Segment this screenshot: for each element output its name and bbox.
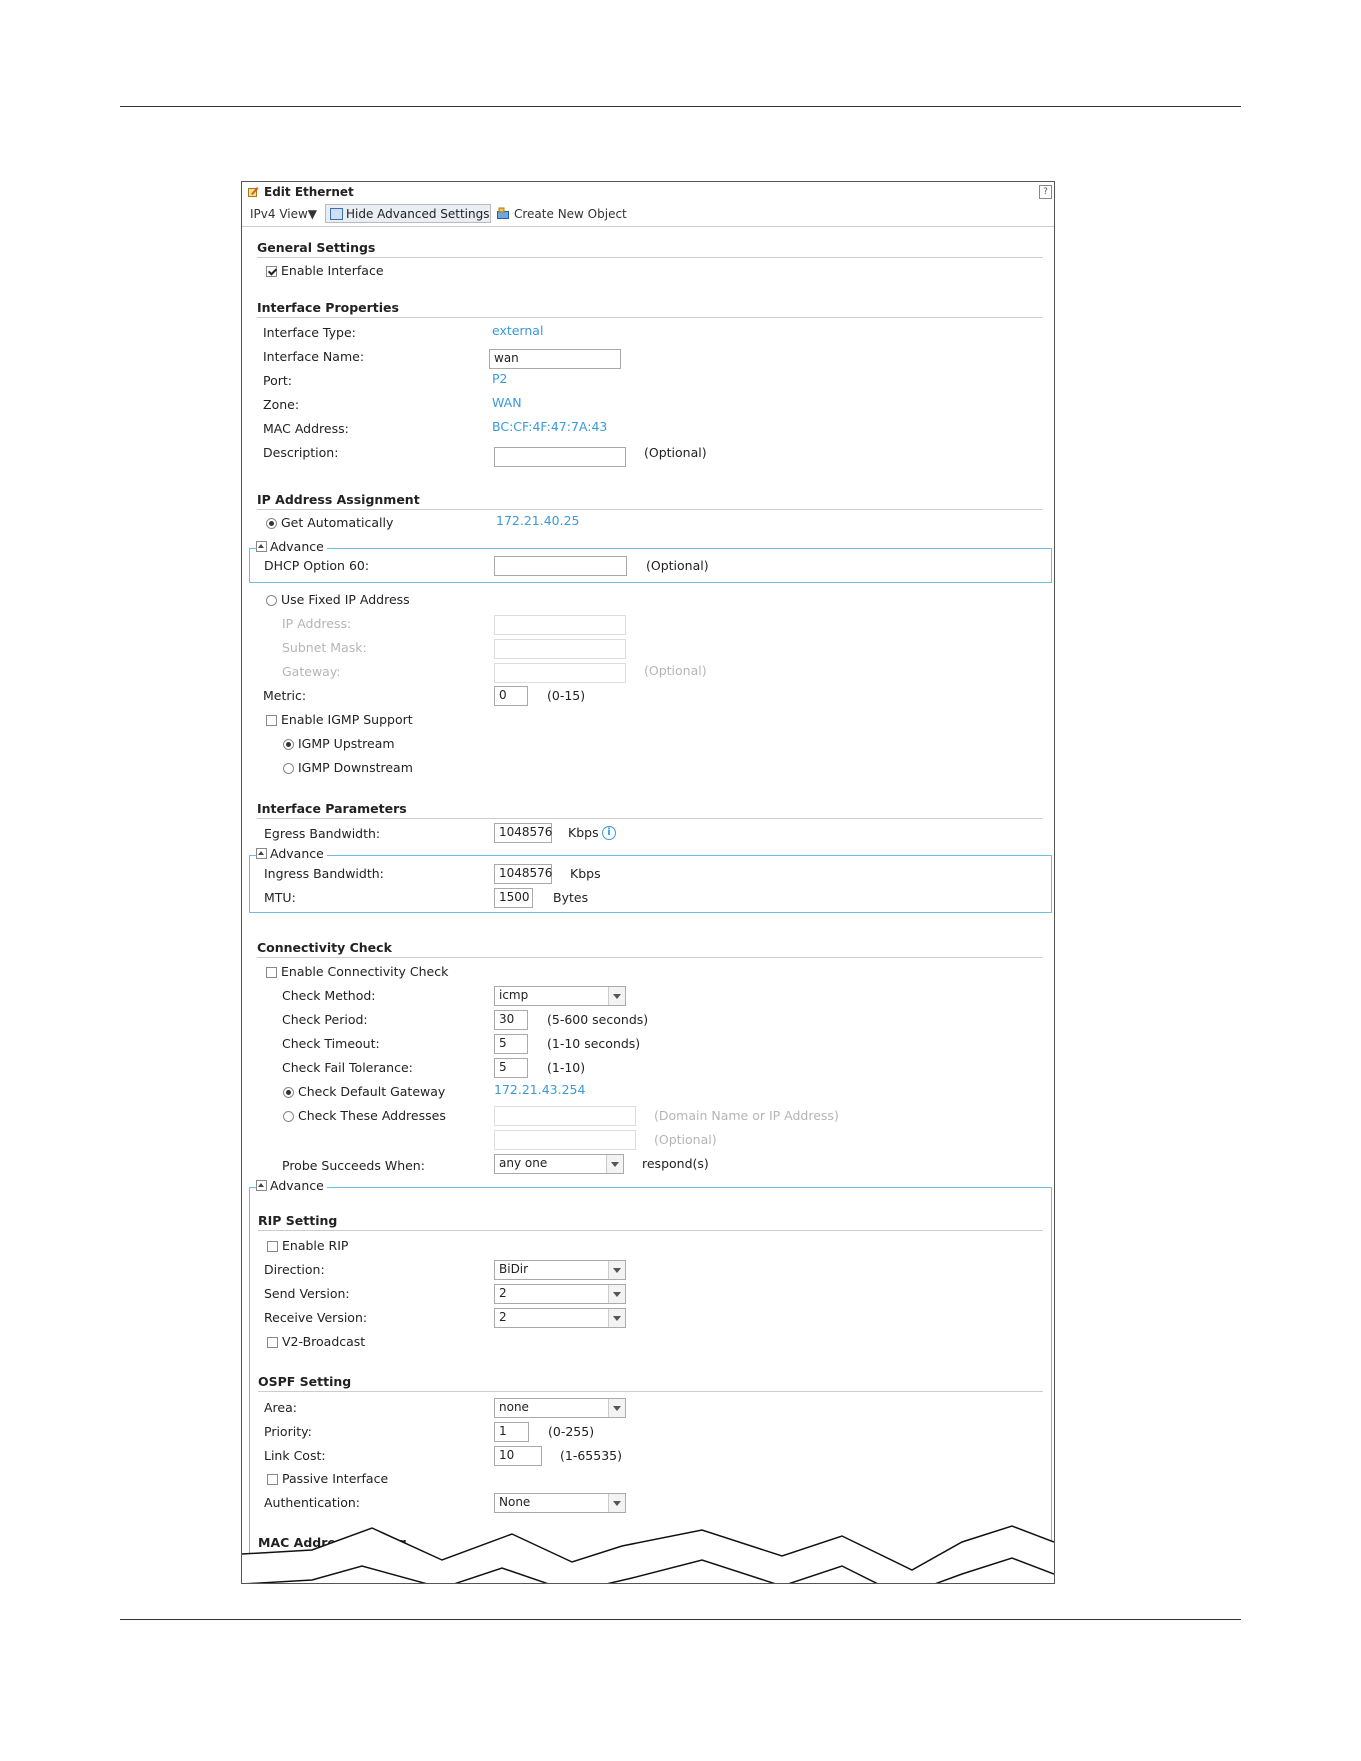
egress-unit: Kbps: [568, 825, 599, 840]
subnet-mask-label: Subnet Mask:: [282, 640, 367, 655]
default-gateway-ip: 172.21.43.254: [494, 1082, 586, 1097]
zone-label: Zone:: [263, 397, 300, 412]
page-bottom-rule: [120, 1619, 1241, 1620]
check-timeout-input[interactable]: 5: [494, 1034, 528, 1054]
advance-label: Advance: [270, 846, 324, 861]
ospf-link-cost-range: (1-65535): [560, 1448, 622, 1463]
probe-succeeds-value: any one: [499, 1156, 548, 1170]
interface-name-input[interactable]: wan: [489, 349, 621, 369]
get-automatically-label: Get Automatically: [281, 515, 394, 530]
get-automatically-ip: 172.21.40.25: [496, 513, 580, 528]
probe-succeeds-label: Probe Succeeds When:: [282, 1158, 425, 1173]
ospf-link-cost-label: Link Cost:: [264, 1448, 326, 1463]
ingress-unit: Kbps: [570, 866, 601, 881]
check-period-label: Check Period:: [282, 1012, 368, 1027]
ipv4-view-menu[interactable]: IPv4 View▼: [250, 207, 318, 221]
ingress-bandwidth-label: Ingress Bandwidth:: [264, 866, 384, 881]
page-top-rule: [120, 106, 1241, 107]
mac-address-value: BC:CF:4F:47:7A:43: [492, 419, 608, 434]
rip-receive-version-label: Receive Version:: [264, 1310, 368, 1325]
info-icon[interactable]: i: [602, 826, 616, 840]
passive-interface-label: Passive Interface: [282, 1471, 389, 1486]
dhcp-optional-hint: (Optional): [646, 558, 709, 573]
port-value: P2: [492, 371, 508, 386]
use-fixed-ip-label: Use Fixed IP Address: [281, 592, 410, 607]
fixed-ip-address-label: IP Address:: [282, 616, 352, 631]
interface-type-label: Interface Type:: [263, 325, 356, 340]
rip-direction-label: Direction:: [264, 1262, 325, 1277]
domain-name-hint: (Domain Name or IP Address): [654, 1108, 839, 1123]
ospf-setting-heading: OSPF Setting: [258, 1374, 352, 1389]
mtu-unit: Bytes: [553, 890, 589, 905]
check-default-gateway-label: Check Default Gateway: [298, 1084, 446, 1099]
interface-type-value: external: [492, 323, 544, 338]
ospf-priority-label: Priority:: [264, 1424, 312, 1439]
dialog-title: Edit Ethernet: [264, 185, 354, 199]
rip-send-version-label: Send Version:: [264, 1286, 350, 1301]
check-fail-tolerance-label: Check Fail Tolerance:: [282, 1060, 413, 1075]
rip-setting-heading: RIP Setting: [258, 1213, 338, 1228]
enable-connectivity-label: Enable Connectivity Check: [281, 964, 449, 979]
mtu-input[interactable]: 1500: [494, 888, 533, 908]
enable-rip-label: Enable RIP: [282, 1238, 349, 1253]
check-fail-tolerance-input[interactable]: 5: [494, 1058, 528, 1078]
igmp-downstream-label: IGMP Downstream: [298, 760, 413, 775]
igmp-upstream-label: IGMP Upstream: [298, 736, 395, 751]
check-period-input[interactable]: 30: [494, 1010, 528, 1030]
metric-range-hint: (0-15): [547, 688, 586, 703]
ip-assignment-heading: IP Address Assignment: [257, 492, 420, 507]
ospf-area-value: none: [499, 1400, 529, 1414]
gateway-optional-hint: (Optional): [644, 663, 707, 678]
egress-bandwidth-label: Egress Bandwidth:: [264, 826, 381, 841]
check-method-value: icmp: [499, 988, 529, 1002]
check-method-label: Check Method:: [282, 988, 376, 1003]
create-new-object-button[interactable]: Create New Object: [514, 207, 627, 221]
check-these-addresses-label: Check These Addresses: [298, 1108, 446, 1123]
description-optional-hint: (Optional): [644, 445, 707, 460]
rip-send-version-value: 2: [499, 1286, 507, 1300]
connectivity-check-heading: Connectivity Check: [257, 940, 392, 955]
question-icon[interactable]: ?: [1039, 185, 1052, 199]
enable-igmp-label: Enable IGMP Support: [281, 712, 413, 727]
description-label: Description:: [263, 445, 339, 460]
edit-ethernet-dialog: [241, 181, 1055, 1584]
dhcp-option60-label: DHCP Option 60:: [264, 558, 370, 573]
port-label: Port:: [263, 373, 292, 388]
ospf-authentication-label: Authentication:: [264, 1495, 360, 1510]
advance-label: Advance: [270, 539, 324, 554]
check-timeout-range: (1-10 seconds): [547, 1036, 641, 1051]
interface-parameters-heading: Interface Parameters: [257, 801, 407, 816]
ingress-bandwidth-input[interactable]: 1048576: [494, 864, 552, 884]
egress-bandwidth-input[interactable]: 1048576: [494, 823, 552, 843]
interface-name-label: Interface Name:: [263, 349, 365, 364]
general-settings-heading: General Settings: [257, 240, 376, 255]
rip-direction-value: BiDir: [499, 1262, 529, 1276]
ospf-priority-range: (0-255): [548, 1424, 595, 1439]
ospf-area-label: Area:: [264, 1400, 297, 1415]
check-fail-tolerance-range: (1-10): [547, 1060, 586, 1075]
mac-address-label: MAC Address:: [263, 421, 349, 436]
mtu-label: MTU:: [264, 890, 296, 905]
check-address-optional-hint: (Optional): [654, 1132, 717, 1147]
probe-suffix: respond(s): [642, 1156, 709, 1171]
metric-input[interactable]: 0: [494, 686, 528, 706]
rip-receive-version-value: 2: [499, 1310, 507, 1324]
metric-label: Metric:: [263, 688, 307, 703]
advance-label: Advance: [270, 1178, 324, 1193]
check-period-range: (5-600 seconds): [547, 1012, 649, 1027]
ospf-link-cost-input[interactable]: 10: [494, 1446, 542, 1466]
gateway-label: Gateway:: [282, 664, 341, 679]
ospf-authentication-value: None: [499, 1495, 531, 1509]
v2-broadcast-label: V2-Broadcast: [282, 1334, 366, 1349]
check-timeout-label: Check Timeout:: [282, 1036, 380, 1051]
interface-properties-heading: Interface Properties: [257, 300, 399, 315]
zone-value: WAN: [492, 395, 522, 410]
torn-edge-overlay: [242, 182, 1054, 1583]
mac-address-setting-heading: MAC Address Setting: [258, 1535, 407, 1550]
hide-advanced-label: Hide Advanced Settings: [346, 207, 490, 221]
enable-interface-label: Enable Interface: [281, 263, 384, 278]
ospf-priority-input[interactable]: 1: [494, 1422, 529, 1442]
